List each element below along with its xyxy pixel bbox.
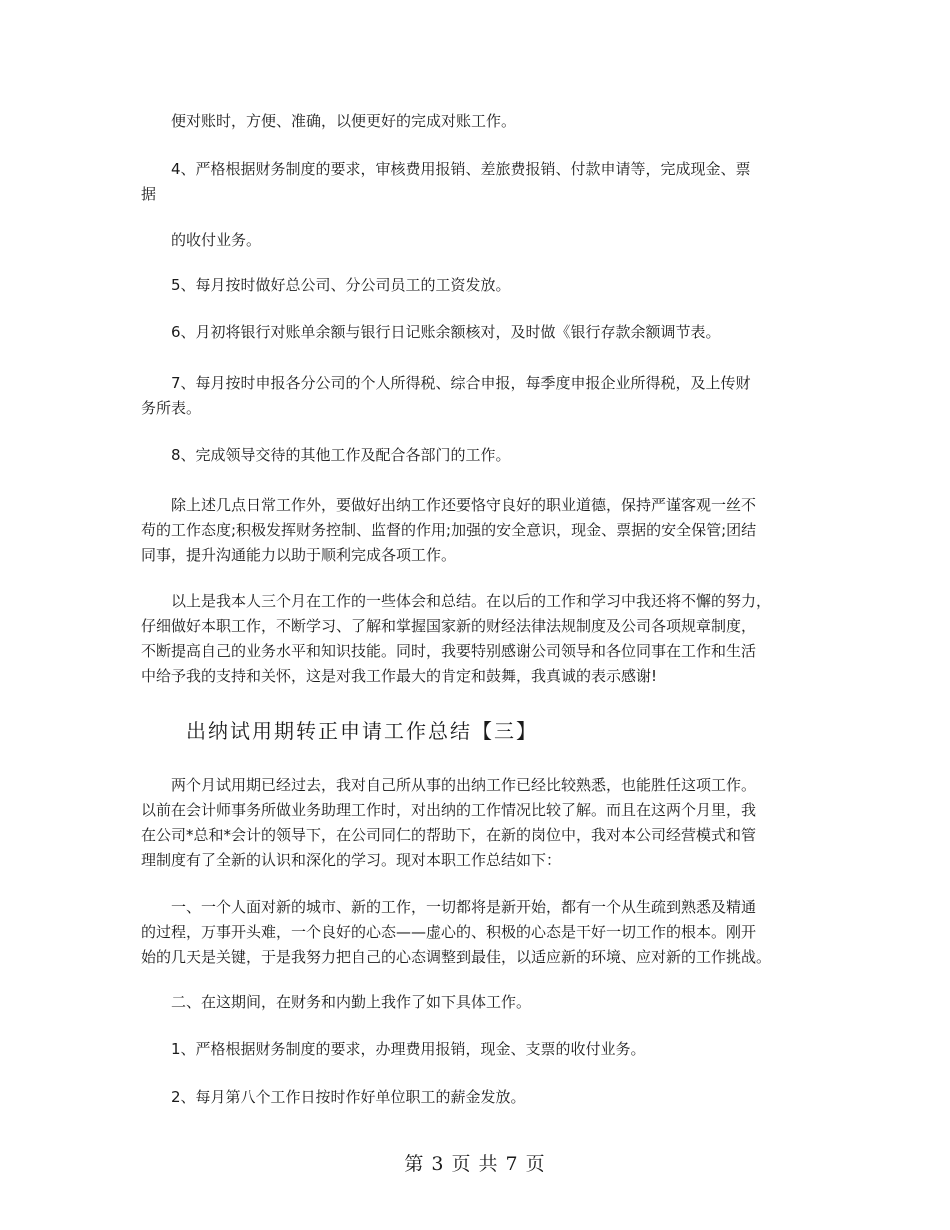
text-line: 中给予我的支持和关怀，这是对我工作最大的肯定和鼓舞，我真诚的表示感谢! [141, 667, 658, 685]
paragraph [141, 1085, 821, 1110]
text-line: 6、月初将银行对账单余额与银行日记账余额核对，及时做《银行存款余额调节表。 [141, 323, 721, 341]
text-line: 8、完成领导交待的其他工作及配合各部门的工作。 [141, 446, 511, 464]
text-line: 5、每月按时做好总公司、分公司员工的工资发放。 [141, 276, 511, 294]
text-line: 仔细做好本职工作，不断学习、了解和掌握国家新的财经法律法规制度及公司各项规章制度， [141, 617, 757, 635]
paragraph [141, 157, 821, 207]
section-heading: 出纳试用期转正申请工作总结【三】 [186, 719, 538, 743]
text-line: 同事，提升沟通能力以助于顺利完成各项工作。 [141, 546, 457, 564]
text-line: 1、严格根据财务制度的要求，办理费用报销，现金、支票的收付业务。 [141, 1040, 646, 1058]
text-line: 7、每月按时申报各分公司的个人所得税、综合申报，每季度申报企业所得税，及上传财 [141, 374, 751, 392]
paragraph [141, 109, 821, 134]
page-number-footer: 第 3 页 共 7 页 [404, 1153, 546, 1175]
text-line: 的过程，万事开头难，一个良好的心态——虚心的、积极的心态是干好一切工作的根本。刚开 [141, 923, 757, 941]
paragraph [141, 895, 821, 970]
text-line: 以上是我本人三个月在工作的一些体会和总结。在以后的工作和学习中我还将不懈的努力， [141, 592, 772, 610]
text-line: 4、严格根据财务制度的要求，审核费用报销、差旅费报销、付款申请等，完成现金、票 [141, 160, 751, 178]
paragraph [141, 990, 821, 1015]
text-line: 的收付业务。 [141, 231, 262, 249]
paragraph [141, 228, 821, 253]
text-line: 始的几天是关键，于是我努力把自己的心态调整到最佳，以适应新的环境、应对新的工作挑战。 [141, 948, 772, 966]
text-line: 不断提高自己的业务水平和知识技能。同时，我要特别感谢公司领导和各位同事在工作和生活 [141, 642, 757, 660]
paragraph [141, 443, 821, 468]
paragraph [141, 589, 821, 689]
paragraph [141, 371, 821, 421]
text-line: 理制度有了全新的认识和深化的学习。现对本职工作总结如下： [141, 851, 562, 869]
text-line: 务所表。 [141, 399, 202, 417]
text-line: 两个月试用期已经过去，我对自己所从事的出纳工作已经比较熟悉，也能胜任这项工作。 [141, 776, 757, 794]
paragraph [141, 493, 821, 568]
text-line: 一、一个人面对新的城市、新的工作，一切都将是新开始，都有一个从生疏到熟悉及精通 [141, 898, 757, 916]
text-line: 据 [141, 185, 157, 203]
paragraph [141, 773, 821, 873]
paragraph [141, 273, 821, 298]
text-line: 二、在这期间，在财务和内勤上我作了如下具体工作。 [141, 993, 532, 1011]
text-line: 2、每月第八个工作日按时作好单位职工的薪金发放。 [141, 1088, 526, 1106]
text-line: 便对账时，方便、准确，以便更好的完成对账工作。 [141, 112, 517, 130]
paragraph [141, 1037, 821, 1062]
text-line: 在公司*总和*会计的领导下，在公司同仁的帮助下，在新的岗位中，我对本公司经营模式和管 [141, 826, 757, 844]
text-line: 除上述几点日常工作外，要做好出纳工作还要恪守良好的职业道德，保持严谨客观一丝不 [141, 496, 757, 514]
text-line: 以前在会计师事务所做业务助理工作时，对出纳的工作情况比较了解。而且在这两个月里，我 [141, 801, 757, 819]
paragraph [141, 320, 821, 345]
text-line: 苟的工作态度;积极发挥财务控制、监督的作用;加强的安全意识，现金、票据的安全保管;团结 [141, 521, 757, 539]
